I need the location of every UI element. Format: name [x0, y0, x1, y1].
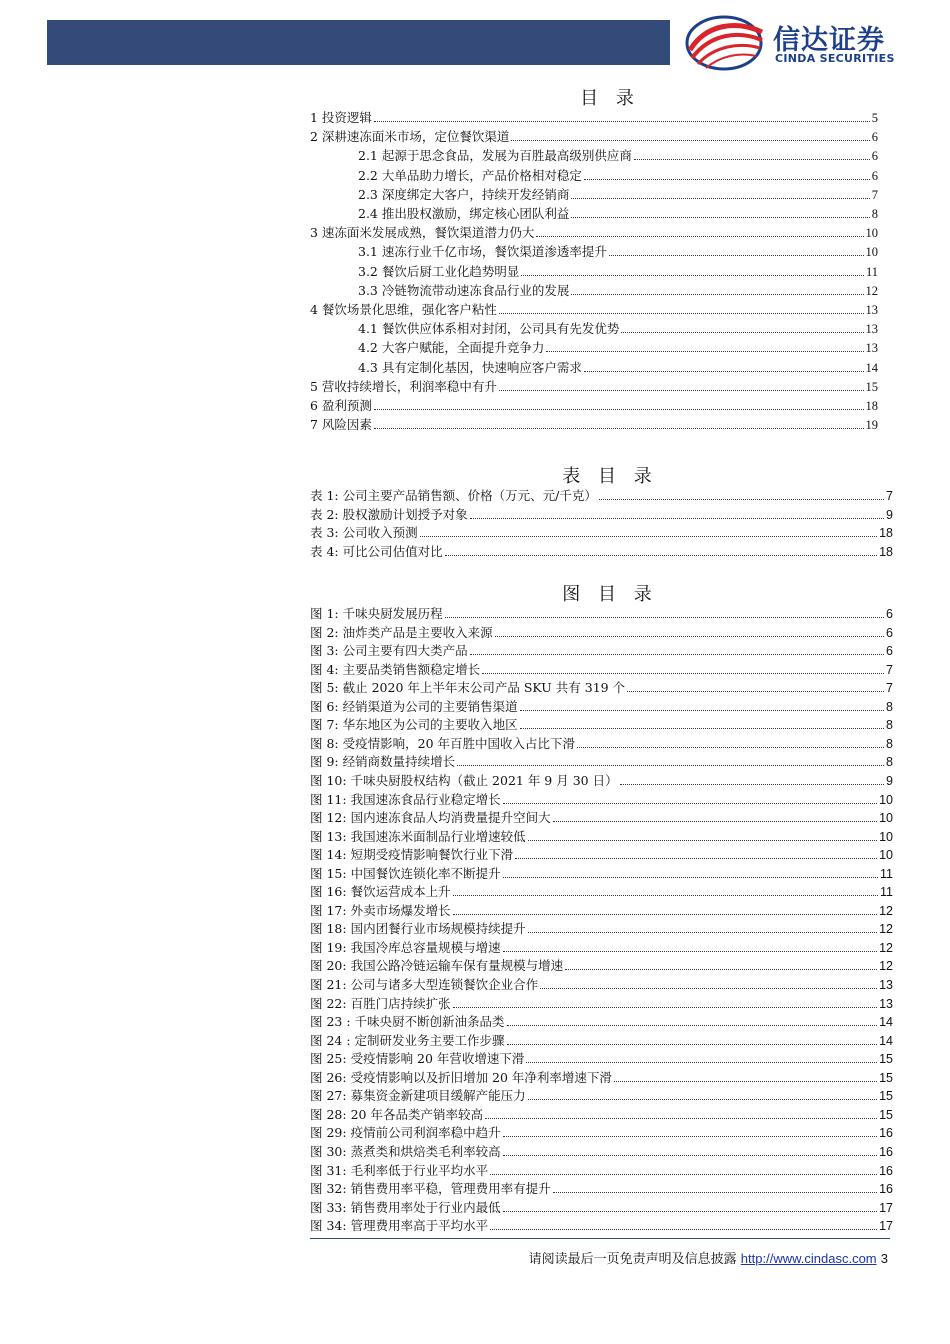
dot-leader	[627, 691, 884, 692]
figure-list-entry-page: 15	[879, 1107, 893, 1122]
figure-list-entry[interactable]	[310, 715, 893, 733]
figure-list-entry[interactable]	[310, 975, 893, 993]
figure-list-entry[interactable]	[310, 808, 893, 826]
figures-title: 图 目 录	[562, 584, 658, 605]
toc-entry[interactable]	[358, 242, 878, 260]
figure-list-entry[interactable]	[310, 1086, 893, 1104]
figure-list-entry[interactable]	[310, 1049, 893, 1067]
footer-divider	[310, 1238, 890, 1239]
figure-list-entry[interactable]	[310, 1105, 893, 1123]
dot-leader	[499, 390, 864, 391]
figure-list-entry-page: 8	[886, 699, 893, 714]
dot-leader	[565, 969, 877, 970]
table-list-entry-text: 表 2: 股权激励计划授予对象	[310, 506, 468, 522]
figure-list-entry-page: 9	[886, 773, 893, 788]
dot-leader	[445, 555, 877, 556]
figure-list-entry[interactable]	[310, 1123, 893, 1141]
figure-list-entry-text: 图 4: 主要品类销售额稳定增长	[310, 661, 481, 677]
dot-leader	[620, 784, 884, 785]
figure-list-entry-page: 12	[879, 903, 893, 918]
toc-entry-text: 4.1 餐饮供应体系相对封闭，公司具有先发优势	[358, 321, 620, 337]
dot-leader	[482, 673, 884, 674]
dot-leader	[571, 217, 869, 218]
dot-leader	[584, 371, 864, 372]
table-list-entry-page: 18	[879, 545, 893, 560]
figure-list-entry-text: 图 24 : 定制研发业务主要工作步骤	[310, 1032, 505, 1048]
figure-list-entry[interactable]	[310, 901, 893, 919]
figure-list-entry-text: 图 14: 短期受疫情影响餐饮行业下滑	[310, 847, 514, 863]
toc-entry-page: 14	[865, 360, 878, 375]
figure-list-entry[interactable]	[310, 956, 893, 974]
dot-leader	[374, 428, 864, 429]
figure-list-entry-text: 图 30: 蒸煮类和烘焙类毛利率较高	[310, 1143, 501, 1159]
toc-entry-page: 6	[871, 130, 878, 145]
dot-leader	[470, 518, 884, 519]
figure-list-entry-text: 图 21: 公司与诸多大型连锁餐饮企业合作	[310, 977, 539, 992]
dot-leader	[503, 803, 878, 804]
footer-disclaimer: 请阅读最后一页免责声明及信息披露	[528, 1252, 737, 1267]
table-list-entry-text: 表 4: 可比公司估值对比	[310, 544, 443, 560]
toc-entry[interactable]	[310, 396, 878, 414]
toc-entry[interactable]	[310, 223, 878, 241]
figure-list-entry-text: 图 27: 募集资金新建项目缓解产能压力	[310, 1088, 526, 1104]
footer-page-number: 3	[880, 1251, 888, 1266]
toc-entry[interactable]	[310, 127, 878, 145]
figure-list-entry[interactable]	[310, 697, 893, 715]
toc-title: 目 录	[580, 88, 640, 109]
figure-list-entry[interactable]	[310, 994, 893, 1012]
figure-list-entry-text: 图 2: 油炸类产品是主要收入来源	[310, 624, 493, 640]
figure-list-entry-page: 6	[886, 607, 893, 621]
dot-leader	[457, 765, 884, 766]
toc-entry[interactable]	[310, 300, 878, 318]
toc-entry-page: 7	[871, 187, 878, 202]
figure-list-entry[interactable]	[310, 1179, 893, 1197]
dot-leader	[503, 1211, 878, 1212]
toc-entry[interactable]	[358, 358, 878, 376]
figure-list-entry-text: 图 20: 我国公路冷链运输车保有量规模与增速	[310, 958, 564, 974]
dot-leader	[499, 313, 864, 314]
dot-leader	[507, 1025, 878, 1026]
figure-list-entry-text: 图 25: 受疫情影响 20 年营收增速下滑	[310, 1051, 525, 1067]
figure-list-entry-text: 图 23 : 千味央厨不断创新油条品类	[310, 1014, 505, 1030]
dot-leader	[503, 1155, 878, 1156]
figure-list-entry-page: 10	[879, 811, 893, 826]
figure-list-entry-page: 8	[886, 718, 893, 733]
toc-entry-text: 6 盈利预测	[310, 398, 372, 413]
toc-entry[interactable]	[358, 262, 878, 280]
toc-entry[interactable]	[358, 204, 878, 222]
toc-entry-page: 12	[865, 283, 878, 298]
figure-list-entry[interactable]	[310, 1068, 893, 1086]
figure-list-entry-page: 16	[879, 1144, 893, 1159]
toc-entry[interactable]	[310, 415, 878, 433]
dot-leader	[536, 236, 863, 237]
dot-leader	[490, 1229, 877, 1230]
dot-leader	[540, 988, 877, 989]
dot-leader	[503, 951, 878, 952]
table-list-entry[interactable]	[310, 523, 893, 541]
figure-list-entry[interactable]	[310, 771, 893, 789]
dot-leader	[374, 121, 870, 122]
toc-entry[interactable]	[310, 108, 878, 126]
figure-list-entry[interactable]	[310, 1216, 893, 1234]
dot-leader	[420, 536, 877, 537]
figure-list-entry-page: 16	[879, 1163, 893, 1178]
toc-entry-text: 2.3 深度绑定大客户，持续开发经销商	[358, 186, 570, 202]
figure-list-entry[interactable]	[310, 641, 893, 659]
toc-entry[interactable]	[358, 146, 878, 164]
figure-list-entry-page: 6	[886, 644, 893, 659]
toc-entry-page: 5	[871, 111, 878, 125]
dot-leader	[470, 654, 884, 655]
figure-list-entry[interactable]	[310, 1161, 893, 1179]
figure-list-entry-text: 图 34: 管理费用率高于平均水平	[310, 1218, 489, 1234]
figure-list-entry[interactable]	[310, 604, 893, 622]
dot-leader	[599, 499, 884, 500]
figure-list-entry[interactable]	[310, 938, 893, 956]
figure-list-entry[interactable]	[310, 660, 893, 678]
figure-list-entry-text: 图 15: 中国餐饮连锁化率不断提升	[310, 865, 501, 881]
dot-leader	[515, 858, 877, 859]
toc-entry-text: 1 投资逻辑	[310, 110, 372, 125]
toc-entry[interactable]	[358, 185, 878, 203]
table-list-entry-page: 9	[886, 507, 893, 522]
table-list-entry-text: 表 3: 公司收入预测	[310, 525, 418, 541]
figure-list-entry-page: 8	[886, 736, 893, 751]
toc-entry-text: 4 餐饮场景化思维，强化客户粘性	[310, 302, 497, 317]
figure-list-entry-page: 10	[879, 848, 893, 863]
toc-entry-page: 18	[865, 399, 878, 413]
dot-leader	[453, 914, 878, 915]
figure-list-entry-page: 11	[880, 885, 893, 900]
toc-entry-page: 19	[865, 418, 878, 433]
toc-entry-text: 7 风险因素	[310, 417, 372, 433]
dot-leader	[520, 728, 884, 729]
dot-leader	[571, 198, 869, 199]
figure-list-entry[interactable]	[310, 827, 893, 845]
toc-entry-page: 10	[865, 226, 878, 241]
figure-list-entry-text: 图 12: 国内速冻食品人均消费量提升空间大	[310, 810, 551, 826]
figure-list-entry-text: 图 7: 华东地区为公司的主要收入地区	[310, 717, 518, 733]
tables-title: 表 目 录	[562, 466, 658, 487]
figure-list-entry-page: 11	[880, 866, 893, 881]
figure-list-entry[interactable]	[310, 864, 893, 882]
dot-leader	[577, 747, 884, 748]
table-list-entry[interactable]	[310, 542, 893, 560]
figure-list-entry-page: 17	[879, 1200, 893, 1215]
dot-leader	[453, 1007, 878, 1008]
figure-list-entry-page: 12	[879, 922, 893, 937]
figure-list-entry-page: 10	[879, 829, 893, 844]
figure-list-entry-text: 图 31: 毛利率低于行业平均水平	[310, 1162, 489, 1178]
figure-list-entry-text: 图 17: 外卖市场爆发增长	[310, 902, 451, 918]
figure-list-entry[interactable]	[310, 882, 893, 900]
toc-entry[interactable]	[310, 377, 878, 395]
footer	[529, 1248, 888, 1267]
toc-entry-text: 4.3 具有定制化基因，快速响应客户需求	[358, 359, 582, 375]
figure-list-entry-text: 图 11: 我国速冻食品行业稳定增长	[310, 791, 501, 807]
figure-list-entry-page: 12	[879, 940, 893, 955]
logo-chinese-name: 信达证券	[773, 25, 885, 56]
toc-entry[interactable]	[358, 166, 878, 184]
figure-list-entry-text: 图 1: 千味央厨发展历程	[310, 606, 443, 621]
figure-list-entry[interactable]	[310, 1198, 893, 1216]
figure-list-entry-text: 图 5: 截止 2020 年上半年末公司产品 SKU 共有 319 个	[310, 680, 626, 696]
dot-leader	[511, 140, 869, 141]
figure-list-entry-page: 15	[879, 1070, 893, 1085]
figure-list-entry-text: 图 28: 20 年各品类产销率较高	[310, 1106, 483, 1122]
figure-list-entry-text: 图 13: 我国速冻米面制品行业增速较低	[310, 828, 526, 844]
dot-leader	[614, 1081, 877, 1082]
dot-leader	[634, 159, 870, 160]
logo-english-name: CINDA SECURITIES	[775, 52, 895, 65]
figure-list-entry-text: 图 10: 千味央厨股权结构（截止 2021 年 9 月 30 日）	[310, 772, 618, 788]
figure-list-entry-page: 17	[879, 1219, 893, 1234]
figure-list-entry-page: 15	[879, 1052, 893, 1067]
figure-list-entry-page: 7	[886, 681, 893, 696]
dot-leader	[520, 710, 884, 711]
figure-list-entry-text: 图 18: 国内团餐行业市场规模持续提升	[310, 921, 526, 937]
figure-list-entry-text: 图 8: 受疫情影响，20 年百胜中国收入占比下滑	[310, 735, 575, 751]
cinda-logo	[684, 14, 924, 72]
toc-entry-text: 3.3 冷链物流带动速冻食品行业的发展	[358, 282, 570, 298]
table-list-entry-page: 7	[886, 489, 893, 503]
table-list-entry[interactable]	[310, 505, 893, 523]
dot-leader	[495, 636, 884, 637]
toc-entry-page: 13	[865, 341, 878, 356]
cinda-globe-icon	[684, 14, 768, 72]
dot-leader	[528, 840, 878, 841]
dot-leader	[609, 255, 864, 256]
dot-leader	[503, 877, 878, 878]
toc-entry-page: 10	[865, 245, 878, 260]
toc-entry-page: 13	[865, 303, 878, 317]
figure-list-entry-page: 6	[886, 625, 893, 640]
figure-list-entry-page: 16	[879, 1182, 893, 1197]
figure-list-entry-page: 13	[879, 996, 893, 1011]
dot-leader	[490, 1174, 877, 1175]
dot-leader	[571, 294, 863, 295]
toc-entry-page: 13	[865, 322, 878, 337]
figure-list-entry[interactable]	[310, 734, 893, 752]
figure-list-entry-page: 14	[879, 1015, 893, 1030]
table-list-entry-text: 表 1: 公司主要产品销售额、价格（万元、元/千克）	[310, 488, 597, 503]
toc-entry-page: 6	[871, 168, 878, 183]
figure-list-entry-text: 图 29: 疫情前公司利润率稳中趋升	[310, 1125, 501, 1141]
toc-entry[interactable]	[358, 338, 878, 356]
toc-entry-page: 8	[871, 207, 878, 221]
toc-entry-text: 3 速冻面米发展成熟，餐饮渠道潜力仍大	[310, 225, 535, 241]
figure-list-entry-text: 图 26: 受疫情影响以及折旧增加 20 年净利率增速下滑	[310, 1069, 612, 1085]
figure-list-entry-text: 图 6: 经销渠道为公司的主要销售渠道	[310, 698, 518, 714]
toc-entry-text: 2 深耕速冻面米市场，定位餐饮渠道	[310, 129, 510, 145]
header-banner	[47, 20, 670, 65]
dot-leader	[503, 1136, 878, 1137]
dot-leader	[528, 932, 878, 933]
toc-entry-page: 11	[865, 264, 878, 279]
figure-list-entry[interactable]	[310, 790, 893, 808]
figure-list-entry[interactable]	[310, 845, 893, 863]
dot-leader	[453, 895, 878, 896]
figure-list-entry-text: 图 33: 销售费用率处于行业内最低	[310, 1199, 501, 1215]
figure-list-entry-text: 图 32: 销售费用率平稳，管理费用率有提升	[310, 1181, 551, 1197]
figure-list-entry-page: 10	[879, 792, 893, 807]
figure-list-entry[interactable]	[310, 678, 893, 696]
figure-list-entry[interactable]	[310, 623, 893, 641]
figure-list-entry-page: 15	[879, 1089, 893, 1104]
figure-list-entry[interactable]	[310, 752, 893, 770]
toc-entry-text: 4.2 大客户赋能，全面提升竞争力	[358, 340, 545, 356]
dot-leader	[546, 351, 863, 352]
toc-entry-text: 2.2 大单品助力增长，产品价格相对稳定	[358, 167, 582, 183]
toc-entry-text: 3.2 餐饮后厨工业化趋势明显	[358, 263, 520, 279]
table-list-entry[interactable]	[310, 486, 893, 504]
figure-list-entry-page: 7	[886, 662, 893, 677]
figure-list-entry-text: 图 22: 百胜门店持续扩张	[310, 995, 451, 1011]
figure-list-entry-text: 图 3: 公司主要有四大类产品	[310, 643, 468, 659]
dot-leader	[374, 409, 864, 410]
dot-leader	[445, 617, 884, 618]
toc-entry-text: 5 营收持续增长，利润率稳中有升	[310, 378, 497, 394]
dot-leader	[553, 1192, 878, 1193]
figure-list-entry-page: 14	[879, 1033, 893, 1048]
dot-leader	[528, 1099, 878, 1100]
dot-leader	[521, 275, 864, 276]
toc-entry[interactable]	[358, 281, 878, 299]
figure-list-entry-page: 16	[879, 1126, 893, 1141]
footer-website-link[interactable]: http://www.cindasc.com	[740, 1251, 877, 1266]
figure-list-entry[interactable]	[310, 1012, 893, 1030]
dot-leader	[584, 179, 870, 180]
dot-leader	[553, 821, 878, 822]
table-list-entry-page: 18	[879, 526, 893, 541]
figure-list-entry-text: 图 9: 经销商数量持续增长	[310, 754, 456, 770]
toc-entry[interactable]	[358, 319, 878, 337]
toc-entry-text: 2.1 起源于思念食品，发展为百胜最高级别供应商	[358, 148, 632, 164]
figure-list-entry-page: 8	[886, 755, 893, 770]
toc-entry-page: 6	[871, 149, 878, 164]
dot-leader	[485, 1118, 877, 1119]
dot-leader	[526, 1062, 877, 1063]
toc-entry-text: 2.4 推出股权激励，绑定核心团队利益	[358, 206, 570, 221]
figure-list-entry[interactable]	[310, 1142, 893, 1160]
figure-list-entry[interactable]	[310, 1031, 893, 1049]
figure-list-entry-page: 12	[879, 959, 893, 974]
figure-list-entry-text: 图 19: 我国冷库总容量规模与增速	[310, 939, 501, 955]
figure-list-entry-page: 13	[879, 978, 893, 992]
toc-entry-page: 15	[865, 379, 878, 394]
dot-leader	[621, 332, 863, 333]
toc-entry-text: 3.1 速冻行业千亿市场，餐饮渠道渗透率提升	[358, 244, 607, 260]
dot-leader	[507, 1044, 878, 1045]
figure-list-entry[interactable]	[310, 919, 893, 937]
figure-list-entry-text: 图 16: 餐饮运营成本上升	[310, 884, 451, 900]
